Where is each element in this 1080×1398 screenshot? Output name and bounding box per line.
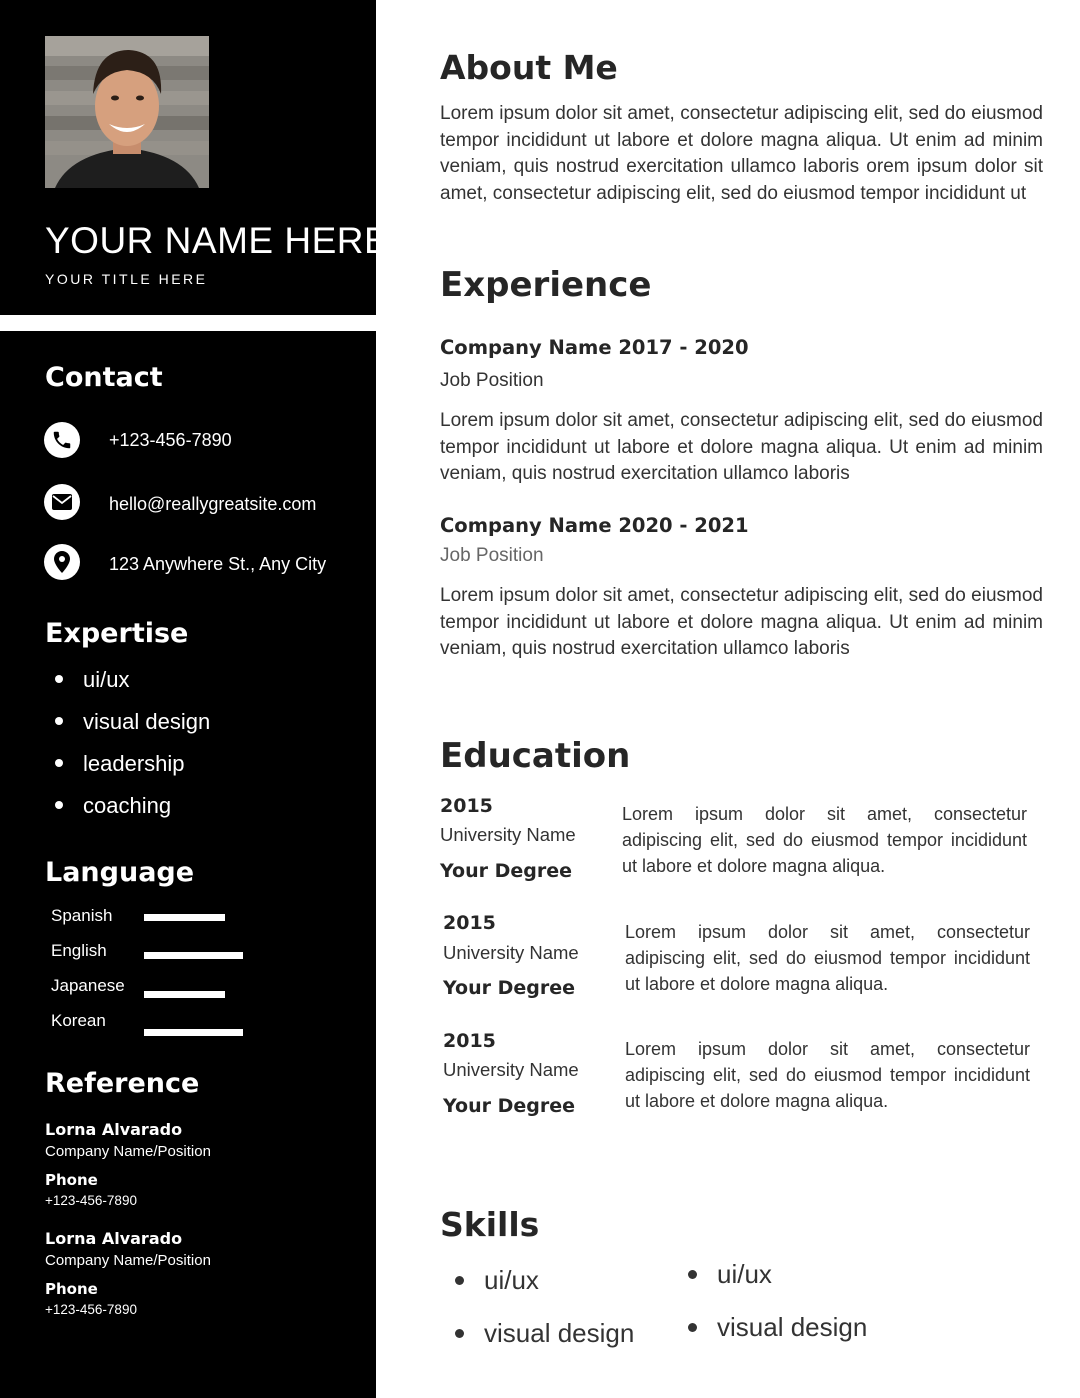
expertise-item: leadership [55, 751, 185, 777]
language-level-bar [144, 914, 225, 921]
person-name: YOUR NAME HERE [45, 220, 390, 261]
reference-phone-label: Phone [45, 1280, 98, 1298]
language-level-bar [144, 991, 225, 998]
skill-item: visual design [455, 1318, 634, 1349]
contact-email[interactable]: hello@reallygreatsite.com [109, 494, 317, 514]
skills-heading: Skills [440, 1205, 540, 1244]
bullet-icon [455, 1329, 464, 1338]
reference-phone-label: Phone [45, 1171, 98, 1189]
education-text: Lorem ipsum dolor sit amet, consectetur adipiscing elit, sed do eiusmod tempor incididunt ut labore et dolore magna aliqua. [625, 922, 1030, 994]
education-university: University Name [443, 942, 579, 963]
bullet-icon [55, 801, 63, 809]
contact-address: 123 Anywhere St., Any City [109, 554, 327, 574]
location-pin-icon [44, 544, 80, 580]
person-title: YOUR TITLE HERE [45, 271, 208, 287]
profile-photo [45, 36, 209, 188]
bullet-icon [55, 675, 63, 683]
email-icon [44, 484, 80, 520]
skill-item: ui/ux [688, 1259, 772, 1290]
education-text: Lorem ipsum dolor sit amet, consectetur adipiscing elit, sed do eiusmod tempor incididunt ut labore et dolore magna aliqua. [625, 1039, 1030, 1111]
experience-text: Lorem ipsum dolor sit amet, consectetur adipiscing elit, sed do eiusmod tempor incididunt ut labore et dolore magna aliqua. Ut enim ad minim veniam, quis nostrud exercitation ullamco laboris [440, 585, 1043, 659]
bullet-icon [688, 1270, 697, 1279]
contact-phone[interactable]: +123-456-7890 [109, 430, 232, 450]
reference-phone: +123-456-7890 [45, 1302, 137, 1317]
experience-position: Job Position [440, 545, 544, 566]
about-text: Lorem ipsum dolor sit amet, consectetur adipiscing elit, sed do eiusmod tempor incididunt ut labore et dolore magna aliqua. Ut enim ad minim veniam, quis nostrud exercitation ullamco laboris orem ipsum dolor sit amet, consectetur adipiscing elit, sed do eiusmod tempor incididunt ut [440, 103, 1043, 204]
reference-company: Company Name/Position [45, 1252, 211, 1269]
language-name: Korean [51, 1011, 106, 1030]
bullet-icon [55, 717, 63, 725]
bullet-icon [55, 759, 63, 767]
language-level-bar [144, 952, 243, 959]
education-year: 2015 [443, 1030, 496, 1052]
education-degree: Your Degree [443, 1095, 575, 1117]
education-year: 2015 [443, 912, 496, 934]
experience-company: Company Name 2017 - 2020 [440, 336, 749, 359]
language-name: Japanese [51, 976, 125, 995]
education-text: Lorem ipsum dolor sit amet, consectetur adipiscing elit, sed do eiusmod tempor incididunt ut labore et dolore magna aliqua. [622, 804, 1027, 876]
skill-item: visual design [688, 1312, 867, 1343]
reference-name: Lorna Alvarado [45, 1229, 183, 1248]
phone-icon [44, 422, 80, 458]
reference-name: Lorna Alvarado [45, 1120, 183, 1139]
skill-item: ui/ux [455, 1265, 539, 1296]
reference-heading: Reference [45, 1068, 200, 1099]
education-university: University Name [440, 824, 576, 845]
expertise-heading: Expertise [45, 618, 189, 649]
reference-company: Company Name/Position [45, 1143, 211, 1160]
expertise-item: visual design [55, 709, 210, 735]
education-degree: Your Degree [443, 977, 575, 999]
education-university: University Name [443, 1059, 579, 1080]
experience-company: Company Name 2020 - 2021 [440, 514, 749, 537]
experience-position: Job Position [440, 370, 544, 391]
reference-phone: +123-456-7890 [45, 1193, 137, 1208]
education-degree: Your Degree [440, 860, 572, 882]
language-heading: Language [45, 857, 195, 888]
bullet-icon [455, 1276, 464, 1285]
about-heading: About Me [440, 48, 618, 87]
experience-heading: Experience [440, 265, 652, 305]
bullet-icon [688, 1323, 697, 1332]
expertise-item: coaching [55, 793, 171, 819]
education-year: 2015 [440, 795, 493, 817]
expertise-item: ui/ux [55, 667, 129, 693]
language-level-bar [144, 1029, 243, 1036]
contact-heading: Contact [45, 362, 163, 393]
education-heading: Education [440, 736, 631, 776]
experience-text: Lorem ipsum dolor sit amet, consectetur adipiscing elit, sed do eiusmod tempor incididunt ut labore et dolore magna aliqua. Ut enim ad minim veniam, quis nostrud exercitation ullamco laboris [440, 410, 1043, 484]
language-name: English [51, 941, 107, 960]
language-name: Spanish [51, 906, 113, 925]
